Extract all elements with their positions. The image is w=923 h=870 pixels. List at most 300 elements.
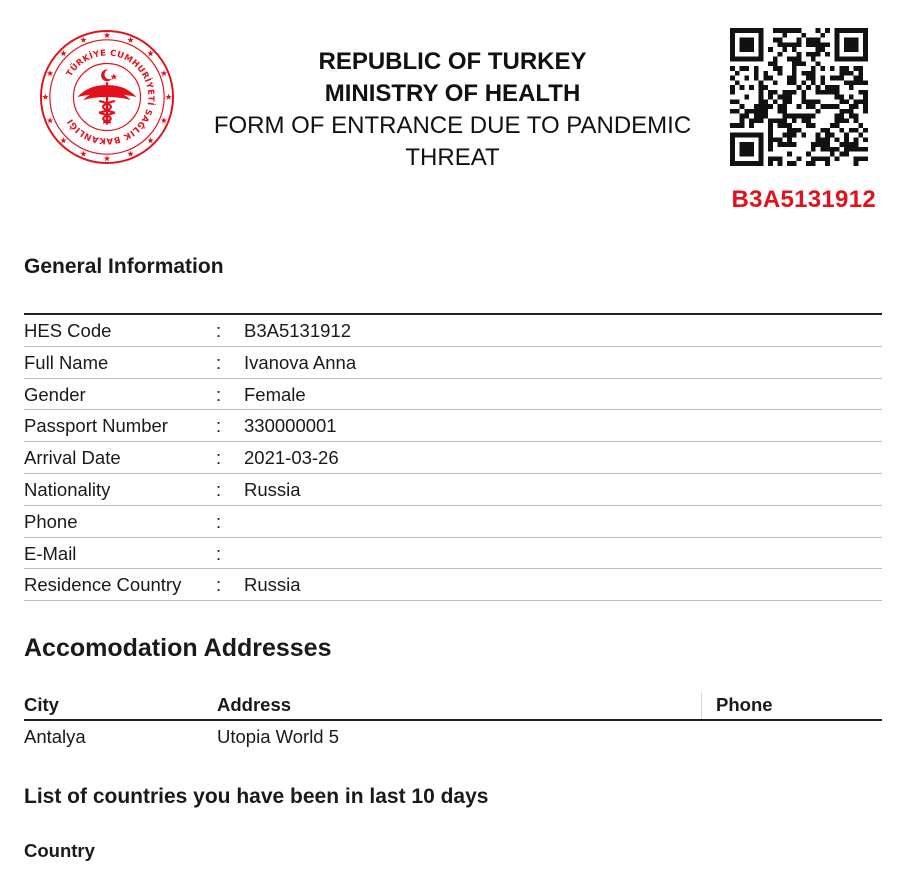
qr-module [759, 109, 764, 114]
qr-module [820, 90, 825, 95]
qr-module [816, 90, 821, 95]
qr-module [787, 114, 792, 119]
info-row-arrival-date [24, 442, 882, 474]
qr-module [773, 99, 778, 104]
row-label: Residence Country [24, 574, 182, 596]
ministry-title: MINISTRY OF HEALTH [324, 80, 581, 107]
qr-module [797, 104, 802, 109]
qr-module [820, 76, 825, 81]
row-value: Ivanova Anna [244, 351, 357, 373]
qr-module [854, 80, 859, 85]
qr-module [778, 123, 783, 128]
qr-module [773, 61, 778, 66]
qr-module [792, 118, 797, 123]
info-row-gender [24, 379, 882, 411]
qr-module [806, 118, 811, 123]
qr-module [782, 95, 787, 100]
qr-module [763, 99, 768, 104]
qr-module [773, 57, 778, 62]
qr-module [858, 123, 863, 128]
qr-module [858, 156, 863, 161]
qr-module [792, 47, 797, 52]
qr-module [854, 128, 859, 133]
row-colon: : [216, 320, 222, 341]
row-colon: : [216, 574, 222, 596]
qr-module [863, 156, 868, 161]
qr-module [749, 109, 754, 114]
qr-module [811, 38, 816, 43]
qr-module [792, 133, 797, 138]
qr-module [763, 109, 768, 114]
qr-module [806, 38, 811, 43]
svg-text:TÜRKİYE CUMHURİYETİ SAĞLIK BAK: TÜRKİYE CUMHURİYETİ SAĞLIK BAKANLIĞI [63, 47, 157, 147]
qr-module [740, 85, 745, 90]
seal-star-icon [80, 151, 86, 157]
country-title: REPUBLIC OF TURKEY [318, 48, 587, 75]
qr-module [754, 114, 759, 119]
qr-module [801, 95, 806, 100]
qr-module [735, 99, 740, 104]
qr-module [816, 28, 821, 33]
column-header-city: City [24, 694, 59, 715]
qr-module [735, 80, 740, 85]
qr-module [825, 133, 830, 138]
qr-module [778, 28, 783, 33]
qr-module [782, 42, 787, 47]
qr-module [740, 114, 745, 119]
qr-module [830, 152, 835, 157]
qr-module [744, 95, 749, 100]
qr-module [858, 147, 863, 152]
qr-module [820, 156, 825, 161]
qr-module [830, 66, 835, 71]
qr-module [778, 118, 783, 123]
qr-module [820, 80, 825, 85]
qr-module [806, 99, 811, 104]
qr-module [782, 109, 787, 114]
qr-module [782, 123, 787, 128]
qr-module [839, 66, 844, 71]
qr-module [801, 99, 806, 104]
qr-module [849, 128, 854, 133]
qr-module [773, 66, 778, 71]
qr-module [801, 80, 806, 85]
qr-module [773, 80, 778, 85]
qr-module [854, 147, 859, 152]
qr-code-icon [730, 28, 868, 166]
qr-module [816, 85, 821, 90]
qr-module [744, 109, 749, 114]
accommodation-title: Accomodation Addresses [24, 634, 332, 662]
qr-module [854, 137, 859, 142]
seal-star-icon [60, 50, 66, 56]
qr-module [782, 47, 787, 52]
qr-module [825, 128, 830, 133]
qr-module [835, 156, 840, 161]
qr-module [844, 71, 849, 76]
qr-module [830, 123, 835, 128]
row-label: Arrival Date [24, 447, 121, 469]
qr-module [778, 137, 783, 142]
qr-module [778, 142, 783, 147]
qr-module [816, 99, 821, 104]
row-label: Nationality [24, 478, 111, 500]
qr-module [811, 57, 816, 62]
qr-module [825, 85, 830, 90]
row-colon: : [216, 478, 222, 500]
qr-module [801, 133, 806, 138]
qr-module [768, 161, 773, 166]
qr-module [773, 156, 778, 161]
qr-module [768, 61, 773, 66]
qr-module [811, 123, 816, 128]
form-title-line2: THREAT [405, 144, 500, 171]
qr-module [816, 142, 821, 147]
row-colon: : [216, 542, 222, 564]
qr-module [797, 128, 802, 133]
qr-module [778, 42, 783, 47]
qr-module [787, 99, 792, 104]
qr-module [730, 123, 735, 128]
qr-module [782, 142, 787, 147]
qr-module [749, 118, 754, 123]
qr-module [825, 156, 830, 161]
qr-module [778, 109, 783, 114]
qr-module [839, 118, 844, 123]
qr-module [768, 137, 773, 142]
qr-module [759, 99, 764, 104]
qr-module [811, 66, 816, 71]
row-label: HES Code [24, 320, 112, 341]
qr-module [797, 38, 802, 43]
qr-module [768, 133, 773, 138]
qr-module [825, 142, 830, 147]
qr-module [858, 133, 863, 138]
qr-module [835, 85, 840, 90]
qr-module [844, 133, 849, 138]
qr-module [754, 118, 759, 123]
qr-module [849, 85, 854, 90]
qr-module [854, 66, 859, 71]
qr-module [820, 47, 825, 52]
qr-module [773, 28, 778, 33]
qr-module [830, 76, 835, 81]
qr-module [759, 104, 764, 109]
row-label: E-Mail [24, 542, 77, 564]
info-row-passport-number [24, 410, 882, 442]
qr-module [730, 76, 735, 81]
qr-module [768, 104, 773, 109]
qr-module [806, 104, 811, 109]
seal-star-icon [47, 117, 53, 123]
qr-module [839, 76, 844, 81]
qr-module [801, 61, 806, 66]
qr-module [844, 137, 849, 142]
qr-module [792, 61, 797, 66]
qr-module [811, 142, 816, 147]
qr-module [816, 38, 821, 43]
row-colon: : [216, 383, 222, 405]
qr-module [768, 147, 773, 152]
countries-visited-title: List of countries you have been in last 10 days [24, 785, 489, 808]
qr-module [863, 128, 868, 133]
qr-module [839, 142, 844, 147]
qr-module [835, 104, 840, 109]
row-label: Phone [24, 510, 78, 532]
qr-module [811, 156, 816, 161]
qr-module [773, 38, 778, 43]
qr-module [735, 123, 740, 128]
qr-module [797, 42, 802, 47]
qr-module [811, 71, 816, 76]
qr-module [839, 109, 844, 114]
qr-module [816, 156, 821, 161]
qr-module [744, 76, 749, 81]
qr-module [811, 80, 816, 85]
qr-module [825, 42, 830, 47]
qr-module [811, 104, 816, 109]
qr-module [787, 80, 792, 85]
row-colon: : [216, 510, 222, 532]
qr-module [730, 90, 735, 95]
qr-module [825, 137, 830, 142]
qr-module [820, 137, 825, 142]
form-header [200, 46, 705, 174]
qr-module [749, 123, 754, 128]
qr-module [825, 52, 830, 57]
qr-module [849, 104, 854, 109]
qr-module [816, 109, 821, 114]
qr-module [806, 42, 811, 47]
qr-module [858, 80, 863, 85]
seal-star-icon [147, 50, 153, 56]
seal-star-icon [127, 151, 133, 157]
seal-star-icon [60, 137, 66, 143]
qr-module [782, 118, 787, 123]
qr-module [787, 152, 792, 157]
qr-module [735, 71, 740, 76]
qr-module [854, 76, 859, 81]
qr-module [744, 66, 749, 71]
seal-star-icon [165, 94, 171, 100]
qr-module [811, 99, 816, 104]
qr-module [801, 114, 806, 119]
qr-module [839, 71, 844, 76]
qr-module [854, 99, 859, 104]
qr-module [811, 114, 816, 119]
row-label: Gender [24, 383, 86, 405]
qr-module [811, 161, 816, 166]
qr-module [740, 118, 745, 123]
qr-module [787, 28, 792, 33]
qr-module [811, 147, 816, 152]
qr-module [858, 99, 863, 104]
column-header-address: Address [217, 694, 292, 715]
qr-module [754, 104, 759, 109]
seal-star-icon [80, 37, 86, 43]
qr-module [858, 90, 863, 95]
info-row-phone [24, 506, 882, 538]
qr-module [768, 123, 773, 128]
info-row-email [24, 538, 882, 570]
qr-finder-pattern [740, 142, 754, 156]
qr-module [792, 90, 797, 95]
seal-star-icon [127, 37, 133, 43]
qr-module [763, 76, 768, 81]
qr-module [768, 47, 773, 52]
qr-module [763, 114, 768, 119]
qr-module [820, 42, 825, 47]
qr-module [816, 137, 821, 142]
ministry-seal-icon [38, 28, 176, 166]
qr-module [820, 128, 825, 133]
qr-module [820, 66, 825, 71]
row-colon: : [216, 351, 222, 373]
row-colon: : [216, 415, 222, 437]
qr-module [773, 137, 778, 142]
seal-star-icon [147, 137, 153, 143]
qr-module [778, 95, 783, 100]
column-divider [701, 692, 702, 719]
qr-module [787, 161, 792, 166]
qr-module [782, 28, 787, 33]
qr-module [740, 123, 745, 128]
qr-module [792, 71, 797, 76]
qr-module [787, 123, 792, 128]
cell-address: Utopia World 5 [217, 726, 340, 747]
row-label: Passport Number [24, 415, 168, 437]
qr-module [797, 57, 802, 62]
qr-module [730, 99, 735, 104]
qr-module [792, 76, 797, 81]
qr-module [763, 104, 768, 109]
qr-module [839, 128, 844, 133]
qr-module [792, 66, 797, 71]
qr-module [797, 156, 802, 161]
qr-module [787, 137, 792, 142]
hes-code-badge: B3A5131912 [731, 186, 876, 213]
qr-module [806, 52, 811, 57]
qr-module [792, 142, 797, 147]
qr-module [797, 61, 802, 66]
qr-module [773, 118, 778, 123]
qr-module [773, 90, 778, 95]
qr-module [854, 114, 859, 119]
qr-module [797, 52, 802, 57]
table-row [24, 724, 882, 752]
qr-module [811, 52, 816, 57]
qr-module [778, 52, 783, 57]
qr-module [835, 76, 840, 81]
qr-module [778, 104, 783, 109]
qr-module [782, 90, 787, 95]
qr-module [830, 85, 835, 90]
qr-module [797, 85, 802, 90]
row-value: 2021-03-26 [244, 447, 339, 469]
qr-module [854, 161, 859, 166]
seal-star-icon [104, 32, 110, 38]
qr-module [839, 95, 844, 100]
qr-module [825, 104, 830, 109]
info-row-nationality [24, 474, 882, 506]
qr-module [816, 61, 821, 66]
seal-star-icon [104, 155, 110, 161]
qr-module [801, 33, 806, 38]
qr-module [806, 85, 811, 90]
qr-module [730, 66, 735, 71]
qr-module [768, 76, 773, 81]
qr-module [820, 147, 825, 152]
qr-module [787, 90, 792, 95]
qr-module [825, 90, 830, 95]
qr-module [759, 95, 764, 100]
qr-finder-pattern [740, 38, 754, 52]
qr-module [835, 123, 840, 128]
form-title-line1: FORM OF ENTRANCE DUE TO PANDEMIC [213, 112, 692, 139]
qr-module [801, 90, 806, 95]
qr-module [782, 114, 787, 119]
qr-module [759, 90, 764, 95]
qr-module [830, 133, 835, 138]
column-header-phone: Phone [716, 694, 773, 715]
qr-module [835, 118, 840, 123]
qr-module [754, 76, 759, 81]
qr-module [797, 114, 802, 119]
row-value: Russia [244, 478, 301, 500]
qr-module [735, 109, 740, 114]
qr-module [863, 109, 868, 114]
qr-module [730, 85, 735, 90]
info-row-residence-country [24, 569, 882, 601]
qr-module [825, 28, 830, 33]
qr-module [820, 142, 825, 147]
qr-module [782, 99, 787, 104]
qr-module [744, 114, 749, 119]
qr-module [768, 95, 773, 100]
seal-star-icon [42, 94, 48, 100]
qr-module [844, 99, 849, 104]
qr-module [863, 99, 868, 104]
row-value: Russia [244, 574, 301, 596]
column-header-country: Country [24, 840, 95, 861]
general-information-table [24, 315, 882, 601]
qr-module [792, 57, 797, 62]
qr-module [863, 104, 868, 109]
qr-module [854, 142, 859, 147]
qr-module [811, 42, 816, 47]
cell-city: Antalya [24, 726, 86, 747]
qr-module [768, 90, 773, 95]
qr-module [792, 28, 797, 33]
qr-module [763, 85, 768, 90]
qr-module [863, 80, 868, 85]
qr-module [816, 47, 821, 52]
qr-module [787, 133, 792, 138]
qr-module [778, 66, 783, 71]
qr-module [854, 156, 859, 161]
qr-module [858, 66, 863, 71]
accommodation-table-header [24, 692, 882, 721]
qr-module [849, 80, 854, 85]
info-row-hes-code [24, 315, 882, 347]
qr-module [835, 90, 840, 95]
qr-module [863, 90, 868, 95]
qr-module [844, 80, 849, 85]
qr-module [835, 95, 840, 100]
qr-module [820, 33, 825, 38]
seal-star-icon [47, 70, 53, 76]
qr-module [768, 142, 773, 147]
